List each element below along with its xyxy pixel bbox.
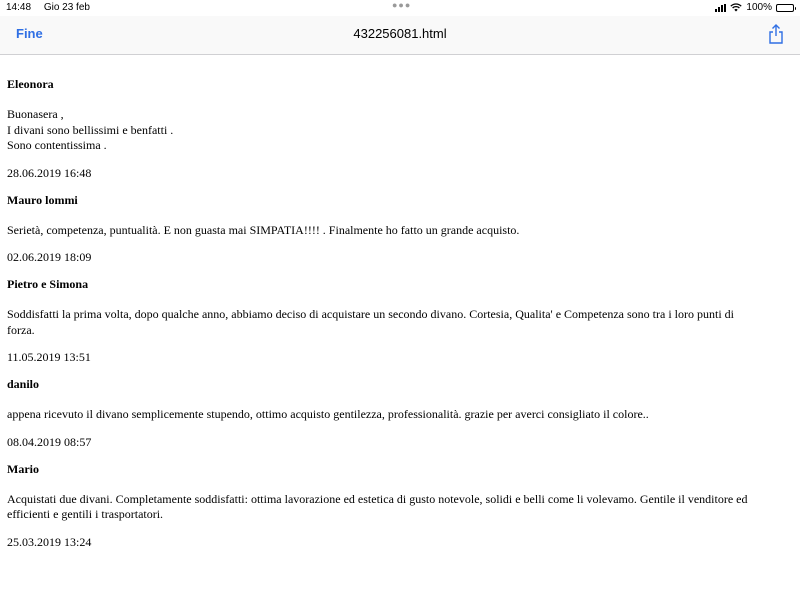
review-author: Mauro lommi xyxy=(7,192,78,207)
document-content[interactable] xyxy=(0,55,800,600)
review-text-line: appena ricevuto il divano semplicemente stupendo, ottimo acquisto gentilezza, professionalità. grazie per averci consigliato il colore.. xyxy=(7,407,649,421)
review-date: 25.03.2019 13:24 xyxy=(7,534,92,549)
review-text-line: Soddisfatti la prima volta, dopo qualche anno, abbiamo deciso di acquistare un secondo divano. Cortesia, Qualita' e Competenza sono tra i loro punti di xyxy=(7,307,734,321)
review-text-line: Acquistati due divani. Completamente soddisfatti: ottima lavorazione ed estetica di gusto notevole, solidi e belli come li volevamo. Gentile il venditore ed xyxy=(7,491,748,506)
nav-bar xyxy=(0,16,800,55)
review-text-line: Sono contentissima . xyxy=(7,138,107,152)
multitasking-dots-icon[interactable]: ●●● xyxy=(392,0,412,10)
review-item xyxy=(7,459,787,550)
document-title: 432256081.html xyxy=(353,26,447,41)
review-date: 08.04.2019 08:57 xyxy=(7,434,92,449)
review-author: Pietro e Simona xyxy=(7,277,89,291)
status-date: Gio 23 feb xyxy=(43,2,90,13)
wifi-icon xyxy=(730,3,742,12)
review-text-line: I divani sono bellissimi e benfatti . xyxy=(7,122,174,137)
review-item xyxy=(7,190,787,266)
review-text-line: Serietà, competenza, puntualità. E non guasta mai SIMPATIA!!!! . Finalmente ho fatto un grande acquisto. xyxy=(7,222,520,237)
review-author: danilo xyxy=(7,377,40,391)
review-item xyxy=(7,274,787,365)
review-item xyxy=(7,374,787,450)
review-item xyxy=(7,74,787,181)
share-icon[interactable] xyxy=(768,24,784,44)
reviews-list xyxy=(7,55,787,550)
status-time: 14:48 xyxy=(6,2,32,13)
cellular-signal-icon xyxy=(715,4,726,12)
review-text-line: efficienti e gentili i trasportatori. xyxy=(7,507,164,521)
done-button[interactable]: Fine xyxy=(16,26,43,41)
review-text-line: Buonasera , xyxy=(7,107,64,121)
review-text-line: forza. xyxy=(7,322,35,337)
review-date: 28.06.2019 16:48 xyxy=(7,165,92,180)
review-date: 11.05.2019 13:51 xyxy=(7,350,91,364)
battery-icon xyxy=(776,4,794,12)
review-author: Eleonora xyxy=(7,77,54,91)
review-author: Mario xyxy=(7,461,39,476)
status-bar xyxy=(0,0,800,16)
battery-percent: 100% xyxy=(746,2,772,13)
review-date: 02.06.2019 18:09 xyxy=(7,250,92,264)
